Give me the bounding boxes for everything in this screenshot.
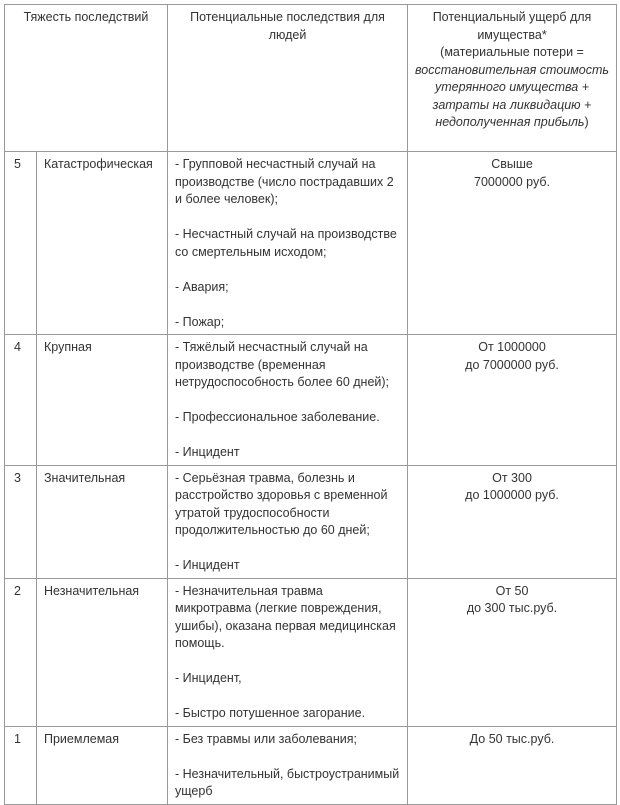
consequences-cell xyxy=(168,578,408,726)
severity-cell: Значительная xyxy=(37,465,168,578)
level-cell: 2 xyxy=(5,578,37,726)
table-row xyxy=(5,578,617,726)
damage-line: От 300 xyxy=(492,470,532,485)
table-row xyxy=(5,726,617,804)
header-consequences: Потенциальные последствия для людей xyxy=(168,5,408,152)
consequence-item: - Незначительный, быстроустранимый ущерб xyxy=(175,766,400,798)
severity-table xyxy=(4,4,617,805)
consequences-cell xyxy=(168,465,408,578)
consequence-item: - Без травмы или заболевания; xyxy=(175,731,357,746)
consequences-cell xyxy=(168,335,408,466)
damage-line: 7000000 руб. xyxy=(474,174,550,189)
table-row xyxy=(5,465,617,578)
table-header-row xyxy=(5,5,617,152)
consequences-cell xyxy=(168,152,408,335)
damage-line: До 50 тыс.руб. xyxy=(469,731,555,746)
damage-cell xyxy=(408,335,617,466)
header-damage-title: Потенциальный ущерб для имущества* xyxy=(432,10,592,42)
consequence-item: - Инцидент xyxy=(175,558,240,572)
level-cell: 4 xyxy=(5,335,37,466)
consequence-item: - Профессиональное заболевание. xyxy=(175,410,380,424)
damage-line: От 1000000 xyxy=(478,340,546,354)
consequence-item: - Пожар; xyxy=(175,314,225,329)
consequence-item: - Тяжёлый несчастный случай на производстве (временная нетрудоспособность более 60 дней); xyxy=(175,340,390,389)
header-severity: Тяжесть последствий xyxy=(5,5,168,152)
table-row xyxy=(5,335,617,466)
damage-line: до 1000000 руб. xyxy=(465,488,559,502)
damage-cell xyxy=(408,726,617,804)
damage-line: Свыше xyxy=(491,157,533,171)
header-damage-formula: (материальные потери = восстановительная стоимость утерянного имущества + затраты на ликвидацию + недополученная прибыль) xyxy=(415,45,609,129)
level-cell: 3 xyxy=(5,465,37,578)
consequence-item: - Групповой несчастный случай на производстве (число пострадавших 2 и более человек); xyxy=(175,157,394,206)
level-cell: 5 xyxy=(5,152,37,335)
consequence-item: - Инцидент xyxy=(175,445,240,459)
header-damage xyxy=(408,5,617,152)
level-cell: 1 xyxy=(5,726,37,804)
damage-cell xyxy=(408,578,617,726)
damage-line: до 7000000 руб. xyxy=(465,357,559,372)
severity-cell: Крупная xyxy=(37,335,168,466)
severity-cell: Незначительная xyxy=(37,578,168,726)
consequence-item: - Незначительная травма микротравма (легкие повреждения, ушибы), оказана первая медицинская помощь. xyxy=(175,583,396,650)
consequence-item: - Серьёзная травма, болезнь и расстройство здоровья с временной утратой трудоспособности продолжительностью до 60 дней; xyxy=(175,470,388,537)
damage-line: до 300 тыс.руб. xyxy=(466,601,558,615)
damage-line: От 50 xyxy=(495,583,529,598)
severity-cell: Приемлемая xyxy=(37,726,168,804)
consequence-item: - Несчастный случай на производстве со смертельным исходом; xyxy=(175,227,397,259)
damage-cell xyxy=(408,152,617,335)
consequence-item: - Авария; xyxy=(175,279,229,294)
table-row xyxy=(5,152,617,335)
damage-cell xyxy=(408,465,617,578)
consequences-cell xyxy=(168,726,408,804)
consequence-item: - Инцидент, xyxy=(175,671,242,685)
severity-cell: Катастрофическая xyxy=(37,152,168,335)
consequence-item: - Быстро потушенное загорание. xyxy=(175,706,366,720)
